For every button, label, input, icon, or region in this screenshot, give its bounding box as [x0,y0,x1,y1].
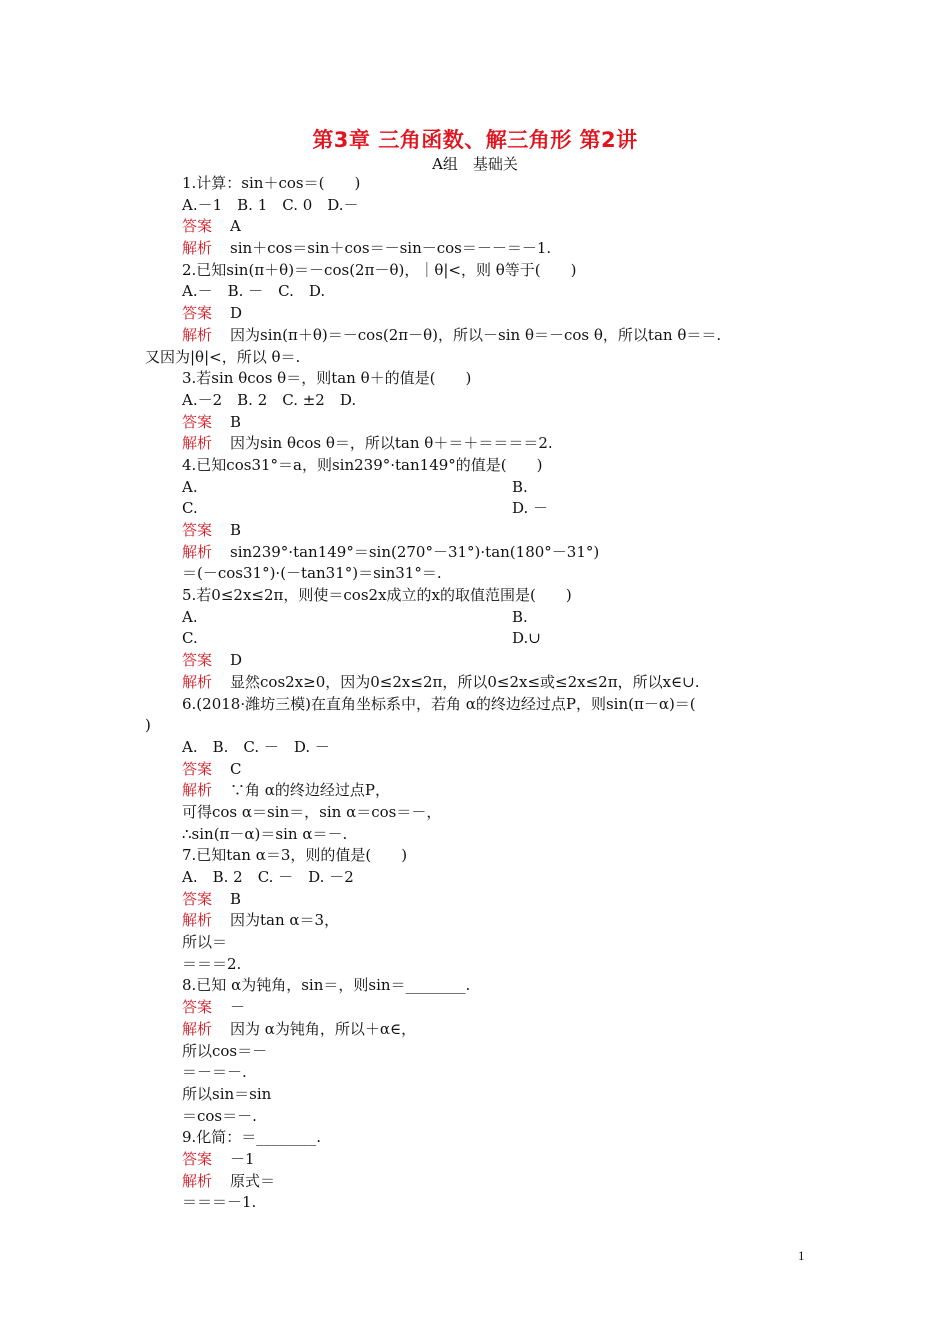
text-line [182,412,812,434]
analysis-label: 解析 [182,325,213,344]
line-text: 因为sin(π＋θ)＝－cos(2π－θ)，所以－sin θ＝－cos θ，所以tan θ＝＝. [230,325,722,344]
line-text: A [230,217,241,236]
option-right: D. － [512,499,549,518]
text-line [182,520,812,542]
text-line [182,303,812,325]
text-line [182,650,812,672]
text-line: 9.化简：＝________. [182,1128,322,1147]
option-left: A. [182,477,198,496]
option-right: D.∪ [512,629,541,648]
line-text: B [230,889,242,908]
document-body [145,173,812,1214]
analysis-label: 解析 [182,911,213,930]
text-line [182,1019,812,1041]
line-text: sin＋cos＝sin＋cos＝－sin－cos＝－－＝－1. [230,239,552,258]
text-line: ＝(－cos31°)·(－tan31°)＝sin31°＝. [182,564,442,583]
text-line: 1.计算：sin＋cos＝( ) [182,174,361,192]
text-line: 所以＝ [182,933,228,952]
text-line: ＝＝＝－1. [182,1193,257,1212]
text-line [182,238,812,260]
line-text: 因为 α为钝角，所以＋α∈， [230,1019,417,1038]
text-line [182,542,812,564]
text-line: A.－1 B. 1 C. 0 D.－ [182,195,359,214]
text-line: 4.已知cos31°＝a，则sin239°·tan149°的值是( ) [182,455,543,474]
line-text: 因为sin θcos θ＝，所以tan θ＋＝＋＝＝＝＝2. [230,434,553,453]
analysis-label: 解析 [182,434,213,453]
section-subtitle: A组 基础关 [432,155,518,173]
line-text: C [230,759,242,778]
line-text: 因为tan α＝3， [230,911,340,930]
line-text: D [230,651,243,670]
answer-label: 答案 [182,651,213,670]
answer-label: 答案 [182,217,213,236]
text-line: 所以sin＝sin [182,1084,272,1103]
text-line: 5.若0≤2x≤2π，则使＝cos2x成立的x的取值范围是( ) [182,586,572,605]
option-left: C. [182,629,198,648]
text-line: 又因为|θ|<，所以 θ＝. [145,347,301,366]
text-line [182,910,812,932]
page-number: 1 [798,1248,805,1263]
text-line: 7.已知tan α＝3，则的值是( ) [182,846,408,865]
text-line: A.－2 B. 2 C. ±2 D. [182,390,357,409]
analysis-label: 解析 [182,672,213,691]
text-line [182,780,812,802]
page-title: 第3章 三角函数、解三角形 第2讲 [312,128,638,152]
text-line: 2.已知sin(π＋θ)＝－cos(2π－θ)，｜θ|<，则 θ等于( ) [182,260,577,279]
text-line [182,889,812,911]
text-line [182,1171,812,1193]
text-line: ＝cos＝－. [182,1106,257,1125]
text-line [182,325,812,347]
answer-label: 答案 [182,889,213,908]
text-line: 所以cos＝－ [182,1041,268,1060]
text-line [182,607,812,629]
analysis-label: 解析 [182,542,213,561]
analysis-label: 解析 [182,781,213,800]
text-line: A.－ B. － C. D. [182,282,326,301]
line-text: B [230,412,242,431]
text-line: ) [145,716,151,735]
answer-label: 答案 [182,998,213,1017]
analysis-label: 解析 [182,1171,213,1190]
option-left: A. [182,607,198,626]
text-line [182,759,812,781]
line-text: 原式＝ [230,1171,276,1190]
option-right: B. [512,477,528,496]
line-text: －1 [230,1149,255,1168]
text-line [182,1149,812,1171]
text-line: ＝－＝－. [182,1063,247,1082]
line-text: D [230,304,243,323]
line-text: B [230,521,242,539]
answer-label: 答案 [182,304,213,323]
line-text: ∵角 α的终边经过点P， [230,781,391,800]
answer-label: 答案 [182,412,213,431]
text-line: 6.(2018·潍坊三模)在直角坐标系中，若角 α的终边经过点P，则sin(π－α)＝( [182,694,696,713]
text-line: A. B. 2 C. － D. －2 [182,868,354,886]
answer-label: 答案 [182,759,213,778]
text-line: 8.已知 α为钝角，sin＝，则sin＝________. [182,976,471,995]
text-line [182,672,812,694]
text-line [182,216,812,238]
analysis-label: 解析 [182,1019,213,1038]
line-text: － [230,998,246,1017]
text-line [182,498,812,520]
text-line [182,433,812,455]
text-line [182,477,812,499]
answer-label: 答案 [182,521,213,539]
line-text: 显然cos2x≥0，因为0≤2x≤2π，所以0≤2x≤或≤2x≤2π，所以x∈∪. [230,672,700,691]
text-line: ＝＝＝2. [182,954,242,973]
text-line [182,628,812,650]
text-line: 可得cos α＝sin＝，sin α＝cos＝－， [182,802,442,821]
text-line: 3.若sin θcos θ＝，则tan θ＋的值是( ) [182,369,472,388]
option-left: C. [182,499,198,518]
line-text: sin239°·tan149°＝sin(270°－31°)·tan(180°－31°) [230,542,600,561]
option-right: B. [512,607,528,626]
text-line: A. B. C. － D. － [182,737,330,756]
text-line [182,997,812,1019]
text-line: ∴sin(π－α)＝sin α＝－. [182,824,348,843]
analysis-label: 解析 [182,239,213,258]
answer-label: 答案 [182,1149,213,1168]
